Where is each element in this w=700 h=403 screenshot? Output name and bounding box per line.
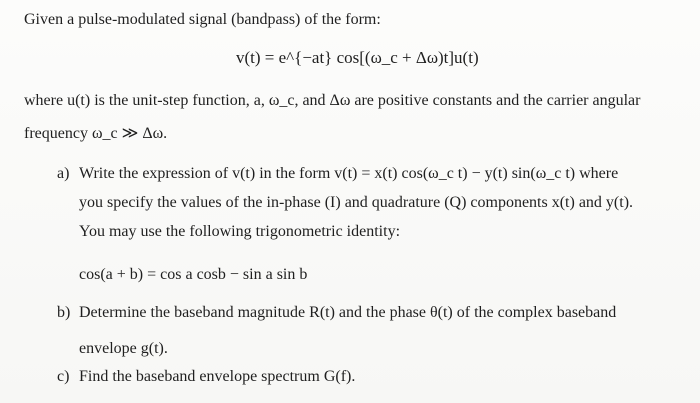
main-equation: v(t) = e^{−at} cos[(ω_c + Δω)t]u(t) [236, 48, 479, 67]
part-a-label: a) [57, 165, 70, 182]
part-a-line-2: you specify the values of the in-phase (I) and quadrature (Q) components x(t) and y(t). [79, 194, 634, 211]
part-c-label: c) [57, 368, 70, 385]
part-b-line-2: envelope g(t). [79, 340, 168, 357]
part-b-line-1: Determine the baseband magnitude R(t) and the phase θ(t) of the complex baseband [79, 304, 617, 321]
where-text-line-1: where u(t) is the unit-step function, a, ω_c, and Δω are positive constants and the carrier angular [24, 92, 641, 109]
part-a-line-1: Write the expression of v(t) in the form v(t) = x(t) cos(ω_c t) − y(t) sin(ω_c t) where [79, 165, 619, 182]
intro-text: Given a pulse-modulated signal (bandpass) of the form: [24, 11, 381, 28]
part-b-label: b) [57, 304, 71, 321]
part-c-line-1: Find the baseband envelope spectrum G(f). [79, 368, 356, 385]
part-a-line-3: You may use the following trigonometric identity: [79, 223, 401, 240]
trig-identity-equation: cos(a + b) = cos a cosb − sin a sin b [79, 266, 308, 283]
where-text-line-2: frequency ω_c ≫ Δω. [24, 125, 168, 142]
